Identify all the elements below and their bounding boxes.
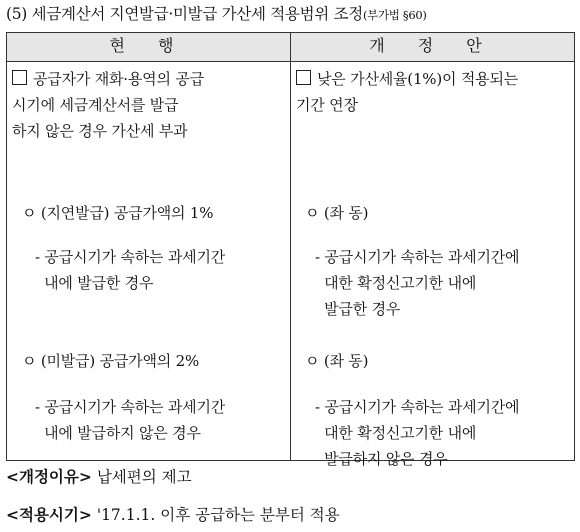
reason-text: 납세편의 제고 — [96, 468, 192, 486]
reason-line — [6, 465, 192, 487]
current-none-heading: ㅇ (미발급) 공급가액의 2% — [22, 352, 200, 370]
table-header-row — [7, 33, 575, 62]
revised-late-heading: ㅇ (좌 동) — [305, 204, 369, 222]
current-column — [7, 62, 291, 461]
section-title — [6, 2, 427, 24]
checkbox-square-icon — [12, 70, 27, 85]
current-item-text: 공급자가 재화·용역의 공급 시기에 세금계산서를 발급 하지 않은 경우 가산세 부과 — [12, 70, 204, 140]
checkbox-square-icon — [296, 70, 311, 85]
current-none-detail: - 공급시기가 속하는 과세기간 내에 발급하지 않은 경우 — [35, 398, 226, 442]
revised-column — [291, 62, 575, 468]
section-title-text: (5) 세금계산서 지연발급·미발급 가산세 적용범위 조정 — [6, 5, 363, 23]
law-reference: (부가법 §60) — [362, 8, 427, 22]
revised-none-detail: - 공급시기가 속하는 과세기간에 대한 확정신고기한 내에 발급하지 않은 경우 — [315, 398, 520, 468]
current-late-heading: ㅇ (지연발급) 공급가액의 1% — [22, 204, 214, 222]
header-revised: 개 정 안 — [291, 33, 575, 62]
effective-label: <적용시기> — [6, 506, 92, 524]
effective-text: '17.1.1. 이후 공급하는 분부터 적용 — [96, 506, 340, 524]
header-current: 현 행 — [7, 33, 291, 62]
current-item — [12, 66, 204, 144]
current-late-detail: - 공급시기가 속하는 과세기간 내에 발급한 경우 — [35, 248, 226, 292]
revised-none-heading: ㅇ (좌 동) — [305, 352, 369, 370]
table-body-row — [7, 62, 575, 461]
revised-late-detail: - 공급시기가 속하는 과세기간에 대한 확정신고기한 내에 발급한 경우 — [315, 248, 520, 318]
revised-item — [296, 66, 518, 118]
revised-item-text: 낮은 가산세율(1%)이 적용되는 기간 연장 — [296, 70, 519, 114]
comparison-table — [6, 32, 575, 468]
reason-label: <개정이유> — [6, 468, 92, 486]
effective-line — [6, 503, 340, 525]
